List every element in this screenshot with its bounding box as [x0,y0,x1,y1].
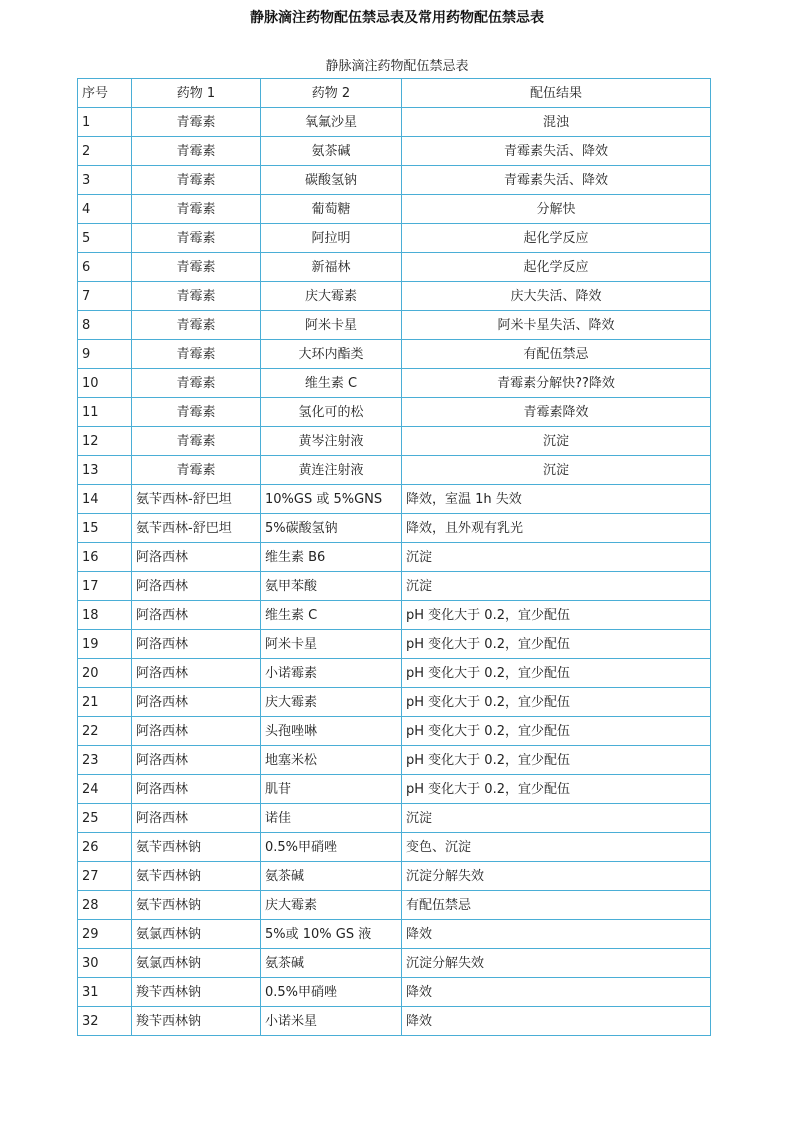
cell-number: 27 [78,862,132,891]
cell-number: 32 [78,1007,132,1036]
cell-drug-1: 青霉素 [132,427,261,456]
cell-number: 23 [78,746,132,775]
table-row [78,456,711,485]
cell-drug-1: 阿洛西林 [132,746,261,775]
table-row [78,1007,711,1036]
cell-result: 分解快 [402,195,711,224]
cell-result: 起化学反应 [402,224,711,253]
cell-drug-2: 维生素 C [261,369,402,398]
table-row [78,949,711,978]
cell-number: 21 [78,688,132,717]
cell-drug-2: 氨茶碱 [261,949,402,978]
table-row [78,688,711,717]
table-row [78,659,711,688]
cell-result: pH 变化大于 0.2，宜少配伍 [402,717,711,746]
cell-drug-1: 青霉素 [132,253,261,282]
cell-number: 16 [78,543,132,572]
cell-drug-1: 青霉素 [132,456,261,485]
table-row [78,601,711,630]
table-row [78,166,711,195]
cell-drug-1: 羧苄西林钠 [132,1007,261,1036]
cell-number: 9 [78,340,132,369]
cell-drug-1: 青霉素 [132,195,261,224]
cell-drug-2: 阿米卡星 [261,630,402,659]
cell-number: 31 [78,978,132,1007]
cell-result: 沉淀分解失效 [402,862,711,891]
cell-number: 28 [78,891,132,920]
table-row [78,224,711,253]
table-row [78,369,711,398]
cell-drug-2: 诺佳 [261,804,402,833]
cell-number: 8 [78,311,132,340]
table-row [78,108,711,137]
cell-drug-2: 葡萄糖 [261,195,402,224]
cell-drug-1: 氨氯西林钠 [132,949,261,978]
cell-result: pH 变化大于 0.2，宜少配伍 [402,601,711,630]
cell-number: 4 [78,195,132,224]
cell-number: 24 [78,775,132,804]
cell-drug-2: 肌苷 [261,775,402,804]
cell-result: 混浊 [402,108,711,137]
cell-drug-2: 大环内酯类 [261,340,402,369]
cell-result: 沉淀 [402,804,711,833]
table-row [78,195,711,224]
cell-drug-1: 青霉素 [132,108,261,137]
cell-drug-1: 阿洛西林 [132,775,261,804]
table-row [78,485,711,514]
cell-number: 14 [78,485,132,514]
cell-drug-2: 小诺米星 [261,1007,402,1036]
cell-drug-2: 0.5%甲硝唑 [261,978,402,1007]
cell-drug-2: 0.5%甲硝唑 [261,833,402,862]
cell-drug-1: 氨苄西林钠 [132,891,261,920]
cell-result: 阿米卡星失活、降效 [402,311,711,340]
cell-drug-1: 青霉素 [132,224,261,253]
cell-number: 19 [78,630,132,659]
cell-drug-2: 氨茶碱 [261,137,402,166]
cell-result: pH 变化大于 0.2，宜少配伍 [402,630,711,659]
table-row [78,311,711,340]
cell-drug-2: 小诺霉素 [261,659,402,688]
cell-drug-2: 氧氟沙星 [261,108,402,137]
table-row [78,746,711,775]
cell-drug-1: 阿洛西林 [132,572,261,601]
cell-number: 3 [78,166,132,195]
table-row [78,543,711,572]
cell-drug-1: 青霉素 [132,369,261,398]
cell-drug-1: 氨氯西林钠 [132,920,261,949]
cell-drug-2: 氢化可的松 [261,398,402,427]
cell-result: 沉淀 [402,543,711,572]
cell-drug-2: 黄岑注射液 [261,427,402,456]
cell-drug-1: 青霉素 [132,398,261,427]
cell-drug-1: 羧苄西林钠 [132,978,261,1007]
table-row [78,514,711,543]
cell-result: 青霉素降效 [402,398,711,427]
table-header-row [78,79,711,108]
cell-number: 10 [78,369,132,398]
cell-number: 30 [78,949,132,978]
table-row [78,572,711,601]
cell-result: 沉淀 [402,572,711,601]
table-row [78,253,711,282]
cell-result: pH 变化大于 0.2，宜少配伍 [402,775,711,804]
cell-number: 11 [78,398,132,427]
cell-number: 26 [78,833,132,862]
cell-drug-1: 阿洛西林 [132,804,261,833]
cell-result: pH 变化大于 0.2，宜少配伍 [402,746,711,775]
table-row [78,891,711,920]
table-row [78,137,711,166]
cell-drug-1: 阿洛西林 [132,688,261,717]
cell-drug-1: 氨苄西林钠 [132,833,261,862]
header-drug-2: 药物 2 [261,79,402,108]
cell-number: 5 [78,224,132,253]
table-body [78,108,711,1036]
cell-drug-2: 阿拉明 [261,224,402,253]
cell-result: 沉淀分解失效 [402,949,711,978]
cell-drug-1: 阿洛西林 [132,630,261,659]
table-row [78,920,711,949]
cell-drug-2: 10%GS 或 5%GNS [261,485,402,514]
cell-drug-2: 维生素 B6 [261,543,402,572]
cell-result: 青霉素分解快??降效 [402,369,711,398]
cell-drug-1: 青霉素 [132,166,261,195]
table-row [78,427,711,456]
cell-drug-1: 阿洛西林 [132,659,261,688]
cell-result: pH 变化大于 0.2，宜少配伍 [402,688,711,717]
cell-drug-1: 青霉素 [132,340,261,369]
cell-number: 29 [78,920,132,949]
cell-drug-1: 氨苄西林-舒巴坦 [132,514,261,543]
cell-drug-1: 阿洛西林 [132,601,261,630]
header-result: 配伍结果 [402,79,711,108]
cell-drug-2: 碳酸氢钠 [261,166,402,195]
cell-drug-1: 青霉素 [132,137,261,166]
cell-drug-1: 氨苄西林钠 [132,862,261,891]
cell-result: 起化学反应 [402,253,711,282]
cell-drug-2: 地塞米松 [261,746,402,775]
cell-drug-1: 氨苄西林-舒巴坦 [132,485,261,514]
cell-number: 2 [78,137,132,166]
cell-drug-1: 青霉素 [132,311,261,340]
table-row [78,717,711,746]
header-drug-1: 药物 1 [132,79,261,108]
cell-result: 降效 [402,920,711,949]
cell-number: 22 [78,717,132,746]
cell-number: 18 [78,601,132,630]
cell-number: 13 [78,456,132,485]
table-row [78,775,711,804]
cell-drug-2: 5%或 10% GS 液 [261,920,402,949]
table-row [78,862,711,891]
header-number: 序号 [78,79,132,108]
table-caption: 静脉滴注药物配伍禁忌表 [325,59,469,74]
cell-number: 12 [78,427,132,456]
table-row [78,340,711,369]
cell-number: 15 [78,514,132,543]
table-row [78,833,711,862]
cell-drug-2: 氨茶碱 [261,862,402,891]
cell-number: 20 [78,659,132,688]
cell-number: 25 [78,804,132,833]
cell-drug-2: 黄连注射液 [261,456,402,485]
cell-number: 17 [78,572,132,601]
cell-drug-1: 青霉素 [132,282,261,311]
table-row [78,978,711,1007]
cell-result: 有配伍禁忌 [402,340,711,369]
cell-number: 6 [78,253,132,282]
table-row [78,282,711,311]
table-row [78,630,711,659]
cell-drug-1: 阿洛西林 [132,543,261,572]
cell-result: 降效 [402,978,711,1007]
compatibility-table [77,78,711,1036]
cell-result: 降效 [402,1007,711,1036]
cell-result: 变色、沉淀 [402,833,711,862]
page-title: 静脉滴注药物配伍禁忌表及常用药物配伍禁忌表 [250,10,544,26]
cell-result: 降效，且外观有乳光 [402,514,711,543]
cell-drug-2: 庆大霉素 [261,688,402,717]
cell-result: 青霉素失活、降效 [402,137,711,166]
cell-drug-1: 阿洛西林 [132,717,261,746]
cell-drug-2: 新福林 [261,253,402,282]
cell-result: 青霉素失活、降效 [402,166,711,195]
cell-result: 沉淀 [402,427,711,456]
cell-result: 庆大失活、降效 [402,282,711,311]
cell-result: 沉淀 [402,456,711,485]
cell-result: pH 变化大于 0.2，宜少配伍 [402,659,711,688]
table-row [78,804,711,833]
cell-drug-2: 5%碳酸氢钠 [261,514,402,543]
cell-drug-2: 阿米卡星 [261,311,402,340]
cell-result: 有配伍禁忌 [402,891,711,920]
cell-drug-2: 氨甲苯酸 [261,572,402,601]
cell-number: 1 [78,108,132,137]
cell-drug-2: 维生素 C [261,601,402,630]
table-row [78,398,711,427]
cell-drug-2: 头孢唑啉 [261,717,402,746]
cell-number: 7 [78,282,132,311]
cell-result: 降效，室温 1h 失效 [402,485,711,514]
cell-drug-2: 庆大霉素 [261,891,402,920]
cell-drug-2: 庆大霉素 [261,282,402,311]
